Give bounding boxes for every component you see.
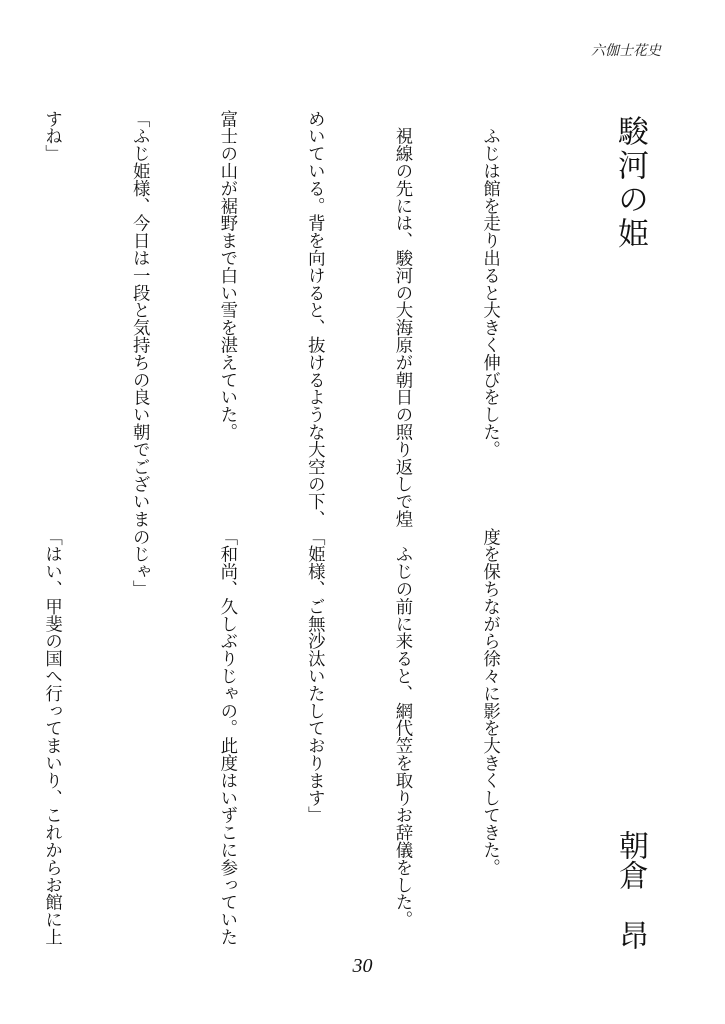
text-column: すね」 (41, 110, 62, 163)
running-header: 六伽士花史 (591, 44, 661, 59)
body-text-lower (41, 528, 562, 946)
story-title: 駿河の姫 (612, 115, 648, 251)
text-column: 富士の山が裾野まで白い雪を湛えていた。 (216, 110, 237, 441)
text-column: 「ふじ姫様、今日は一段と気持ちの良い朝でございま (129, 110, 150, 528)
text-column: 「はい、甲斐の国へ行ってまいり、これからお館に上 (41, 528, 62, 946)
page-number: 30 (352, 955, 373, 977)
text-column: ふじは館を走り出ると大きく伸びをした。 (479, 127, 500, 459)
text-column: 「姫様、ご無沙汰いたしております」 (304, 528, 325, 824)
text-column: めいている。背を向けると、抜けるような大空の下、 (304, 110, 325, 528)
text-column: 視線の先には、駿河の大海原が朝日の照り返しで煌 (391, 127, 412, 528)
text-column: ふじの前に来ると、網代笠を取りお辞儀をした。 (391, 545, 412, 929)
text-column: 「和尚、久しぶりじゃの。此度はいずこに参っていた (216, 528, 237, 946)
author-name: 朝倉 昂 (613, 830, 648, 950)
body-text-upper (41, 110, 562, 528)
text-column: 度を保ちながら徐々に影を大きくしてきた。 (479, 528, 500, 876)
text-column: のじゃ」 (129, 528, 150, 598)
